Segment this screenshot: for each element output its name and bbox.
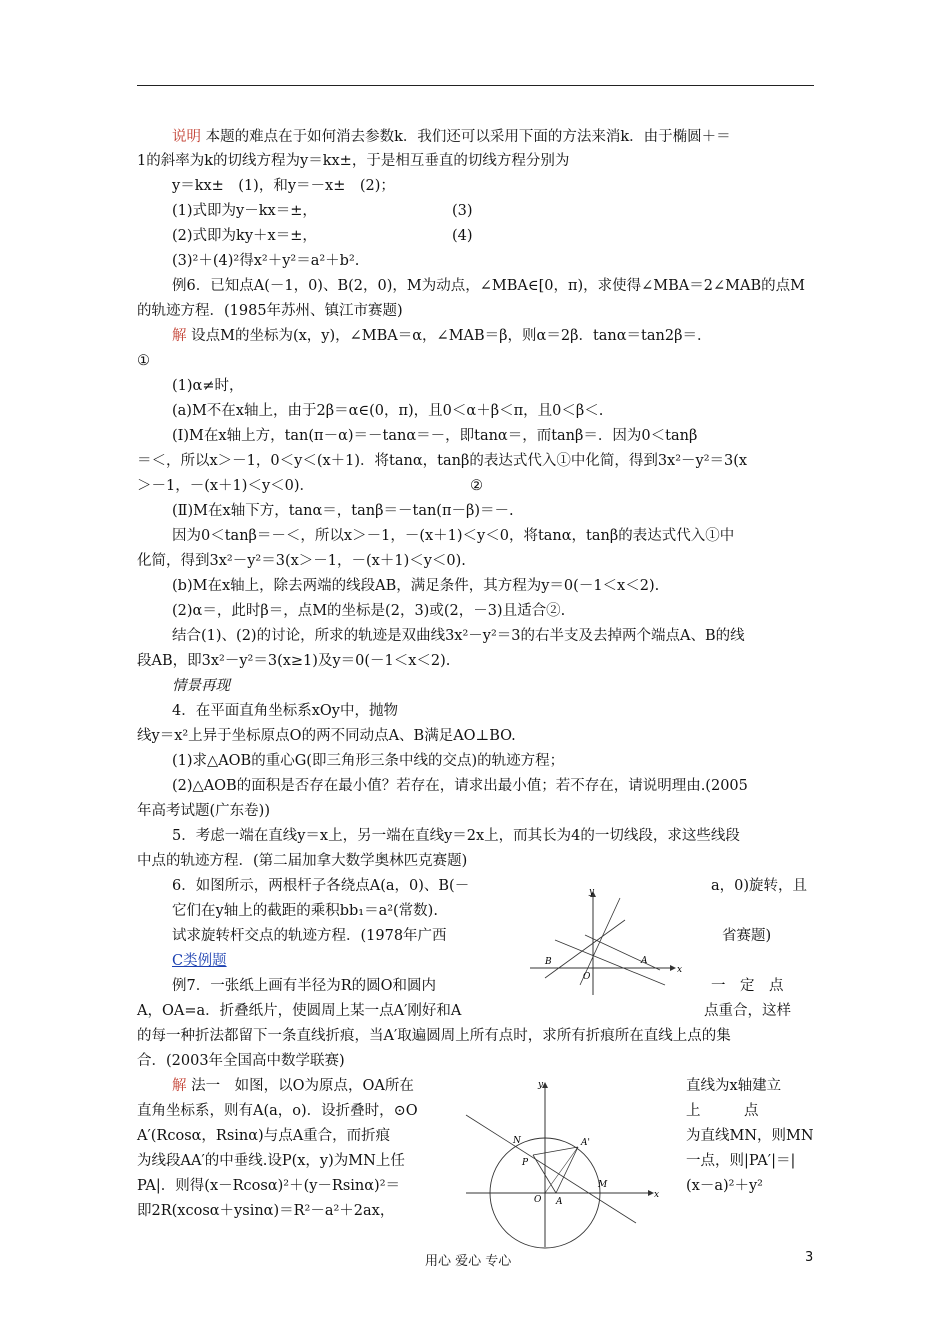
fig1-label-a: A	[641, 956, 648, 966]
example-heading: 例7．一张纸上画有半径为R的圆O和圆内	[172, 978, 437, 994]
text-line: 化简，得到3x²－y²＝3(x＞－1，－(x＋1)＜y＜0).	[137, 553, 466, 569]
fig1-label-y: y	[589, 887, 595, 897]
note-label: 说明	[172, 129, 201, 145]
text-line: 直角坐标系，则有A(a，o)．设折叠时，⊙O	[137, 1103, 418, 1119]
example-heading: 例6．已知点A(－1，0)、B(2，0)，M为动点，∠MBA∈[0，π)，求使得∠MBA＝2∠MAB的点M	[172, 278, 805, 294]
text-line: ＞－1，－(x＋1)＜y＜0)．	[137, 478, 315, 494]
fig2-label-a: A	[556, 1197, 563, 1207]
fig2-label-x: x	[654, 1190, 660, 1200]
page-number: 3	[805, 1250, 814, 1265]
rod-line	[585, 935, 660, 970]
text-line: A′(Rcosα，Rsinα)与点A重合，而折痕	[137, 1128, 391, 1144]
text-line: (1)求△AOB的重心G(即三角形三条中线的交点)的轨迹方程；	[172, 753, 565, 769]
text-line: (3)²＋(4)²得x²＋y²＝a²＋b².	[172, 253, 360, 269]
text-line-right: 为直线MN，则MN	[686, 1128, 814, 1144]
footer-motto: 用心 爱心 专心	[425, 1254, 512, 1269]
equation-tag: (4)	[452, 228, 473, 244]
text-line: 解 法一 如图，以O为原点，OA所在	[172, 1078, 414, 1094]
equation-tag: ②	[470, 478, 483, 494]
text-line: PA|．则得(x－Rcosα)²＋(y－Rsinα)²＝	[137, 1178, 401, 1194]
text-line-right: 直线为x轴建立	[686, 1078, 782, 1094]
fig2-label-ap: A'	[581, 1138, 590, 1148]
equation-tag: (3)	[452, 203, 473, 219]
fig1-label-o: O	[583, 972, 591, 982]
figure-rotating-rods	[525, 880, 695, 1000]
text-line-right: 一 定 点	[711, 978, 784, 994]
section-link-c[interactable]: C类例题	[172, 953, 227, 969]
text-line: 为线段AA′的中垂线.设P(x，y)为MN上任	[137, 1153, 405, 1169]
text-line: 1的斜率为k的切线方程为y＝kx±，于是相互垂直的切线方程分别为	[137, 153, 570, 169]
problem-heading: 6．如图所示，两根杆子各绕点A(a，0)、B(－	[172, 878, 470, 894]
text-line: (2)α＝，此时β＝，点M的坐标是(2，3)或(2，－3)且适合②.	[172, 603, 566, 619]
text-line: (2)式即为ky＋x＝±，	[172, 228, 317, 244]
text-line: (a)M不在x轴上，由于2β＝α∈(0，π)，且0＜α＋β＜π，且0＜β＜.	[172, 403, 604, 419]
text-line: 段AB，即3x²－y²＝3(x≥1)及y＝0(－1＜x＜2).	[137, 653, 451, 669]
fig1-label-x: x	[677, 965, 683, 975]
fig2-label-y: y	[538, 1080, 544, 1090]
text-line: A，OA=a．折叠纸片，使圆周上某一点A′刚好和A	[137, 1003, 462, 1019]
text-line: 试求旋转杆交点的轨迹方程．(1978年广西	[172, 928, 447, 944]
fig2-label-o: O	[534, 1195, 542, 1205]
text-line: (1)式即为y－kx＝±，	[172, 203, 317, 219]
fig2-label-p: P	[522, 1158, 529, 1168]
text-line: 解 设点M的坐标为(x，y)，∠MBA＝α，∠MAB＝β，则α＝2β．tanα＝tan2β＝．	[172, 328, 712, 344]
text-line: (2)△AOB的面积是否存在最小值？若存在，请求出最小值；若不存在，请说明理由.(2005	[172, 778, 748, 794]
text-line: 中点的轨迹方程．(第二届加拿大数学奥林匹克赛题)	[137, 853, 468, 869]
text-line: 线y＝x²上异于坐标原点O的两不同动点A、B满足AO⊥BO.	[137, 728, 516, 744]
text-line: (1)α≠时，	[172, 378, 244, 394]
text-line: 即2R(xcosα＋ysinα)＝R²－a²＋2ax，	[137, 1203, 395, 1219]
fig1-label-b: B	[545, 957, 552, 967]
text-line-right: 一点，则|PA′|＝|	[686, 1153, 796, 1169]
text-line: ①	[137, 353, 150, 369]
text-line: 年高考试题(广东卷))	[137, 803, 270, 819]
text-line: (Ⅱ)M在x轴下方，tanα＝，tanβ＝－tan(π－β)＝－.	[172, 503, 514, 519]
text-line: y＝kx± (1)，和y＝－x± (2)；	[172, 178, 395, 194]
text-line: 因为0＜tanβ＝－＜，所以x＞－1，－(x＋1)＜y＜0，将tanα，tanβ的表达式代入①中	[172, 528, 735, 544]
segment-oap	[545, 1147, 578, 1193]
section-heading: 情景再现	[172, 678, 230, 694]
text-line: 的每一种折法都留下一条直线折痕，当A′取遍圆周上所有点时，求所有折痕所在直线上点的集	[137, 1028, 731, 1044]
text-line-right: 省赛题)	[722, 928, 772, 944]
text-line-right: a，0)旋转，且	[711, 878, 808, 894]
text-line-right: 点重合，这样	[704, 1003, 791, 1019]
header-rule	[137, 85, 814, 86]
text-line: 结合(1)、(2)的讨论，所求的轨迹是双曲线3x²－y²＝3的右半支及去掉两个端点A、B的线	[172, 628, 745, 644]
text-line: 它们在y轴上的截距的乘积bb₁＝a²(常数).	[172, 903, 438, 919]
text-line: 说明 本题的难点在于如何消去参数k．我们还可以采用下面的方法来消k．由于椭圆＋＝	[172, 129, 731, 145]
segment-pap	[533, 1147, 578, 1155]
fig2-label-m: M	[598, 1180, 608, 1190]
text-line: 的轨迹方程．(1985年苏州、镇江市赛题)	[137, 303, 403, 319]
text-line: ＝＜，所以x＞－1，0＜y＜(x＋1)．将tanα，tanβ的表达式代入①中化简，得到3x²－y²＝3(x	[137, 453, 748, 469]
text-line-right: (x－a)²＋y²	[686, 1178, 763, 1194]
segment-aap	[556, 1147, 578, 1193]
text-line: (b)M在x轴上，除去两端的线段AB，满足条件，其方程为y＝0(－1＜x＜2).	[172, 578, 660, 594]
problem-heading: 5．考虑一端在直线y＝x上，另一端在直线y＝2x上，而其长为4的一切线段，求这些线段	[172, 828, 740, 844]
solution-label: 解	[172, 328, 187, 344]
solution-label: 解	[172, 1078, 187, 1094]
rod-line	[545, 920, 625, 978]
problem-heading: 4．在平面直角坐标系xOy中，抛物	[172, 703, 398, 719]
text-line: 合．(2003年全国高中数学联赛)	[137, 1053, 345, 1069]
text-line: (Ⅰ)M在x轴上方，tan(π－α)＝－tanα＝－，即tanα＝，而tanβ＝．因为0＜tanβ	[172, 428, 698, 444]
fig2-label-n: N	[513, 1136, 521, 1146]
figure-circle-fold	[458, 1075, 673, 1250]
text-line-right: 上 点	[686, 1103, 759, 1119]
